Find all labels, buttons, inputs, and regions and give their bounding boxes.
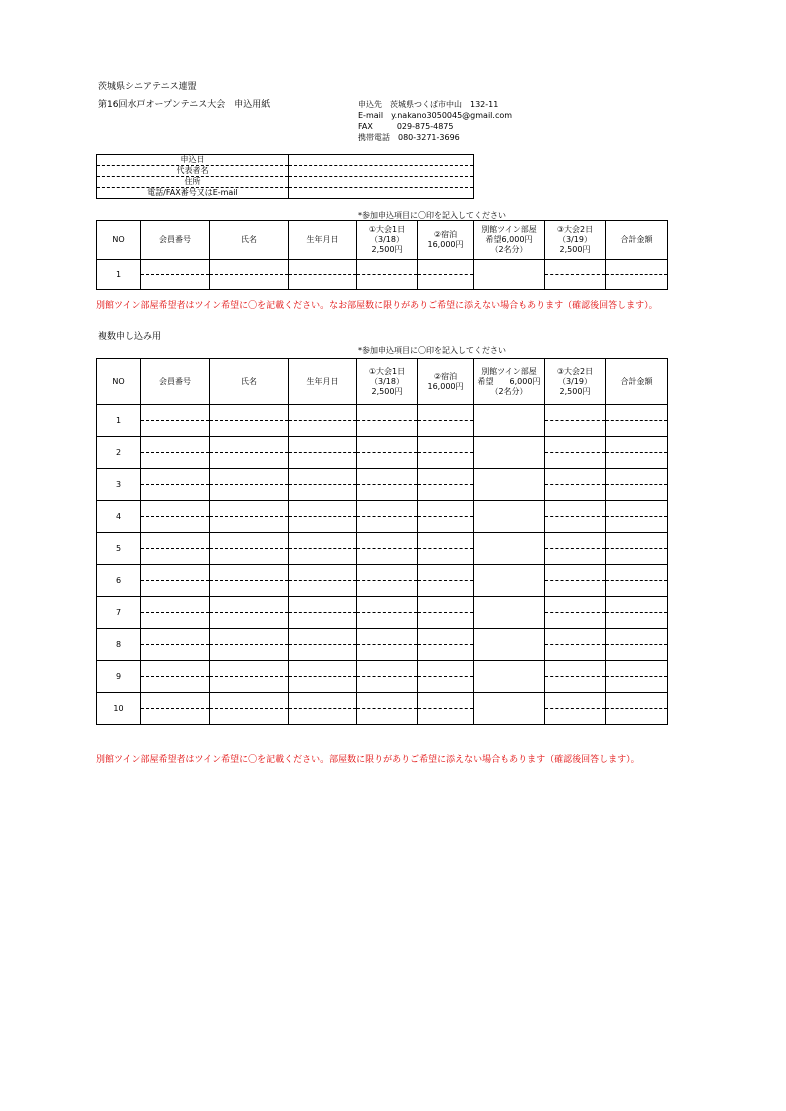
table-row: [97, 629, 668, 645]
member-field[interactable]: [141, 260, 210, 275]
name-field[interactable]: [210, 581, 289, 597]
table-row-sub: [97, 453, 668, 469]
stay-field[interactable]: [418, 469, 474, 485]
member-field[interactable]: [141, 709, 210, 725]
day2-field[interactable]: [545, 709, 606, 725]
info-value-field[interactable]: [289, 166, 474, 177]
stay-field[interactable]: [418, 645, 474, 661]
stay-field[interactable]: [418, 260, 474, 275]
day2-field[interactable]: [545, 693, 606, 709]
birthdate-field[interactable]: [289, 533, 357, 549]
day1-field[interactable]: [357, 437, 418, 453]
total-field[interactable]: [606, 677, 668, 693]
day1-field[interactable]: [357, 597, 418, 613]
member-field[interactable]: [141, 501, 210, 517]
row-number: 4: [97, 501, 141, 533]
name-field[interactable]: [210, 501, 289, 517]
day2-field[interactable]: [545, 613, 606, 629]
birthdate-field[interactable]: [289, 485, 357, 501]
total-field[interactable]: [606, 533, 668, 549]
birthdate-field[interactable]: [289, 260, 357, 275]
member-field[interactable]: [141, 485, 210, 501]
header-day2: ③大会2日 （3/19） 2,500円: [545, 221, 606, 260]
birthdate-field[interactable]: [289, 275, 357, 290]
day1-field[interactable]: [357, 645, 418, 661]
table-row-sub: [97, 645, 668, 661]
info-row: [97, 155, 474, 166]
total-field[interactable]: [606, 581, 668, 597]
stay-field[interactable]: [418, 565, 474, 581]
day1-field[interactable]: [357, 421, 418, 437]
birthdate-field[interactable]: [289, 581, 357, 597]
info-label: 申込日: [97, 155, 289, 166]
total-field[interactable]: [606, 549, 668, 565]
birthdate-field[interactable]: [289, 501, 357, 517]
info-row: [97, 166, 474, 177]
header-name: 氏名: [210, 221, 289, 260]
stay-field[interactable]: [418, 517, 474, 533]
day2-field[interactable]: [545, 421, 606, 437]
total-field[interactable]: [606, 565, 668, 581]
twin-room-field[interactable]: [474, 437, 545, 469]
member-field[interactable]: [141, 661, 210, 677]
birthdate-field[interactable]: [289, 565, 357, 581]
day2-field[interactable]: [545, 565, 606, 581]
total-field[interactable]: [606, 469, 668, 485]
stay-field[interactable]: [418, 549, 474, 565]
day2-field[interactable]: [545, 597, 606, 613]
name-field[interactable]: [210, 645, 289, 661]
birthdate-field[interactable]: [289, 597, 357, 613]
member-field[interactable]: [141, 645, 210, 661]
row-number: 7: [97, 597, 141, 629]
total-field[interactable]: [606, 693, 668, 709]
name-field[interactable]: [210, 629, 289, 645]
day2-field[interactable]: [545, 437, 606, 453]
day1-field[interactable]: [357, 485, 418, 501]
total-field[interactable]: [606, 629, 668, 645]
row-number: 1: [97, 260, 141, 290]
birthdate-field[interactable]: [289, 677, 357, 693]
day2-field[interactable]: [545, 405, 606, 421]
twin-room-field[interactable]: [474, 693, 545, 725]
applicant-info-table: [96, 154, 474, 199]
table-row: [97, 533, 668, 549]
birthdate-field[interactable]: [289, 645, 357, 661]
stay-field[interactable]: [418, 661, 474, 677]
name-field[interactable]: [210, 549, 289, 565]
table-header-row: [97, 359, 668, 405]
member-field[interactable]: [141, 517, 210, 533]
name-field[interactable]: [210, 437, 289, 453]
stay-field[interactable]: [418, 405, 474, 421]
table-row-sub: [97, 709, 668, 725]
birthdate-field[interactable]: [289, 549, 357, 565]
multi-section-title: 複数申し込み用: [98, 332, 162, 342]
total-field[interactable]: [606, 613, 668, 629]
member-field[interactable]: [141, 613, 210, 629]
stay-field[interactable]: [418, 693, 474, 709]
row-number: 5: [97, 533, 141, 565]
birthdate-field[interactable]: [289, 421, 357, 437]
name-field[interactable]: [210, 661, 289, 677]
day2-field[interactable]: [545, 275, 606, 290]
stay-field[interactable]: [418, 709, 474, 725]
name-field[interactable]: [210, 469, 289, 485]
table-row: [97, 661, 668, 677]
day1-field[interactable]: [357, 260, 418, 275]
header-day2: ③大会2日 （3/19） 2,500円: [545, 359, 606, 405]
birthdate-field[interactable]: [289, 469, 357, 485]
total-field[interactable]: [606, 260, 668, 275]
single-application-table: [96, 220, 668, 290]
day2-field[interactable]: [545, 661, 606, 677]
birthdate-field[interactable]: [289, 693, 357, 709]
table-row: [97, 260, 668, 275]
row-number: 1: [97, 405, 141, 437]
participation-note: *参加申込項目に〇印を記入してください: [358, 211, 506, 220]
twin-room-field[interactable]: [474, 629, 545, 661]
participation-note: *参加申込項目に〇印を記入してください: [358, 346, 506, 355]
member-field[interactable]: [141, 597, 210, 613]
member-field[interactable]: [141, 629, 210, 645]
table-row: [97, 501, 668, 517]
member-field[interactable]: [141, 421, 210, 437]
name-field[interactable]: [210, 453, 289, 469]
stay-field[interactable]: [418, 597, 474, 613]
day2-field[interactable]: [545, 453, 606, 469]
day2-field[interactable]: [545, 677, 606, 693]
day1-field[interactable]: [357, 565, 418, 581]
member-field[interactable]: [141, 469, 210, 485]
day1-field[interactable]: [357, 533, 418, 549]
info-label: 住所: [97, 177, 289, 188]
day1-field[interactable]: [357, 469, 418, 485]
twin-room-field[interactable]: [474, 260, 545, 290]
stay-field[interactable]: [418, 437, 474, 453]
name-field[interactable]: [210, 677, 289, 693]
table-row-sub: [97, 421, 668, 437]
name-field[interactable]: [210, 565, 289, 581]
header-member-number: 会員番号: [141, 359, 210, 405]
header-stay: ②宿泊 16,000円: [418, 221, 474, 260]
birthdate-field[interactable]: [289, 453, 357, 469]
name-field[interactable]: [210, 517, 289, 533]
name-field[interactable]: [210, 709, 289, 725]
member-field[interactable]: [141, 275, 210, 290]
contact-email: E-mail y.nakano3050045@gmail.com: [358, 111, 513, 120]
day2-field[interactable]: [545, 533, 606, 549]
info-label: 電話/FAX番号又はE-mail: [97, 188, 289, 199]
twin-room-warning: 別館ツイン部屋希望者はツイン希望に〇を記載ください。なお部屋数に限りがありご希望に添えない場合もあります（確認後回答します）。: [96, 301, 658, 311]
day1-field[interactable]: [357, 501, 418, 517]
info-value-field[interactable]: [289, 177, 474, 188]
day1-field[interactable]: [357, 693, 418, 709]
table-row-sub: [97, 677, 668, 693]
header-stay: ②宿泊 16,000円: [418, 359, 474, 405]
total-field[interactable]: [606, 437, 668, 453]
header-total: 合計金額: [606, 221, 668, 260]
table-row: [97, 693, 668, 709]
member-field[interactable]: [141, 693, 210, 709]
name-field[interactable]: [210, 485, 289, 501]
twin-room-field[interactable]: [474, 533, 545, 565]
member-field[interactable]: [141, 581, 210, 597]
name-field[interactable]: [210, 275, 289, 290]
member-field[interactable]: [141, 453, 210, 469]
info-value-field[interactable]: [289, 155, 474, 166]
stay-field[interactable]: [418, 275, 474, 290]
contact-mobile: 携帯電話 080-3271-3696: [358, 133, 460, 142]
day2-field[interactable]: [545, 645, 606, 661]
twin-room-field[interactable]: [474, 469, 545, 501]
twin-room-field[interactable]: [474, 661, 545, 693]
member-field[interactable]: [141, 565, 210, 581]
header-day1: ①大会1日 （3/18） 2,500円: [357, 359, 418, 405]
stay-field[interactable]: [418, 581, 474, 597]
day2-field[interactable]: [545, 581, 606, 597]
day1-field[interactable]: [357, 453, 418, 469]
day2-field[interactable]: [545, 517, 606, 533]
day1-field[interactable]: [357, 275, 418, 290]
contact-address: 申込先 茨城県つくば市中山 132-11: [358, 100, 499, 109]
table-header-row: [97, 221, 668, 260]
name-field[interactable]: [210, 613, 289, 629]
header-day1: ①大会1日 （3/18） 2,500円: [357, 221, 418, 260]
total-field[interactable]: [606, 501, 668, 517]
row-number: 3: [97, 469, 141, 501]
total-field[interactable]: [606, 421, 668, 437]
twin-room-field[interactable]: [474, 405, 545, 437]
member-field[interactable]: [141, 405, 210, 421]
total-field[interactable]: [606, 517, 668, 533]
total-field[interactable]: [606, 597, 668, 613]
info-row: [97, 177, 474, 188]
table-row: [97, 405, 668, 421]
organization-name: 茨城県シニアテニス連盟: [98, 82, 197, 92]
table-row: [97, 565, 668, 581]
total-field[interactable]: [606, 453, 668, 469]
table-row-sub: [97, 517, 668, 533]
total-field[interactable]: [606, 405, 668, 421]
day2-field[interactable]: [545, 501, 606, 517]
stay-field[interactable]: [418, 501, 474, 517]
twin-room-field[interactable]: [474, 597, 545, 629]
header-name: 氏名: [210, 359, 289, 405]
total-field[interactable]: [606, 275, 668, 290]
row-number: 6: [97, 565, 141, 597]
twin-room-field[interactable]: [474, 565, 545, 597]
row-number: 2: [97, 437, 141, 469]
day1-field[interactable]: [357, 661, 418, 677]
name-field[interactable]: [210, 693, 289, 709]
header-twin-room: 別館ツイン部屋 希望 6,000円 （2名分）: [474, 359, 545, 405]
day2-field[interactable]: [545, 260, 606, 275]
day2-field[interactable]: [545, 469, 606, 485]
name-field[interactable]: [210, 597, 289, 613]
total-field[interactable]: [606, 661, 668, 677]
header-birthdate: 生年月日: [289, 359, 357, 405]
day1-field[interactable]: [357, 549, 418, 565]
day1-field[interactable]: [357, 677, 418, 693]
birthdate-field[interactable]: [289, 661, 357, 677]
birthdate-field[interactable]: [289, 613, 357, 629]
twin-room-warning-multi: 別館ツイン部屋希望者はツイン希望に〇を記載ください。部屋数に限りがありご希望に添えない場合もあります（確認後回答します）。: [96, 755, 640, 765]
stay-field[interactable]: [418, 421, 474, 437]
member-field[interactable]: [141, 437, 210, 453]
table-row-sub: [97, 613, 668, 629]
name-field[interactable]: [210, 405, 289, 421]
table-row-sub: [97, 275, 668, 290]
day1-field[interactable]: [357, 581, 418, 597]
stay-field[interactable]: [418, 485, 474, 501]
header-birthdate: 生年月日: [289, 221, 357, 260]
stay-field[interactable]: [418, 629, 474, 645]
day2-field[interactable]: [545, 549, 606, 565]
row-number: 8: [97, 629, 141, 661]
member-field[interactable]: [141, 677, 210, 693]
day1-field[interactable]: [357, 517, 418, 533]
twin-room-field[interactable]: [474, 501, 545, 533]
row-number: 10: [97, 693, 141, 725]
table-row: [97, 597, 668, 613]
stay-field[interactable]: [418, 453, 474, 469]
day2-field[interactable]: [545, 485, 606, 501]
day1-field[interactable]: [357, 405, 418, 421]
stay-field[interactable]: [418, 533, 474, 549]
day1-field[interactable]: [357, 613, 418, 629]
total-field[interactable]: [606, 485, 668, 501]
header-member-number: 会員番号: [141, 221, 210, 260]
table-row-sub: [97, 485, 668, 501]
multi-application-table: [96, 358, 668, 725]
day1-field[interactable]: [357, 629, 418, 645]
header-no: NO: [97, 359, 141, 405]
member-field[interactable]: [141, 533, 210, 549]
day2-field[interactable]: [545, 629, 606, 645]
name-field[interactable]: [210, 533, 289, 549]
table-row: [97, 437, 668, 453]
member-field[interactable]: [141, 549, 210, 565]
total-field[interactable]: [606, 645, 668, 661]
name-field[interactable]: [210, 260, 289, 275]
birthdate-field[interactable]: [289, 709, 357, 725]
contact-fax: FAX 029-875-4875: [358, 122, 454, 131]
header-twin-room: 別館ツイン部屋 希望6,000円 （2名分）: [474, 221, 545, 260]
header-no: NO: [97, 221, 141, 260]
birthdate-field[interactable]: [289, 437, 357, 453]
form-title: 第16回水戸オープンテニス大会 申込用紙: [98, 100, 271, 110]
birthdate-field[interactable]: [289, 405, 357, 421]
stay-field[interactable]: [418, 613, 474, 629]
table-row: [97, 469, 668, 485]
info-value-field[interactable]: [289, 188, 474, 199]
day1-field[interactable]: [357, 709, 418, 725]
info-row: [97, 188, 474, 199]
header-total: 合計金額: [606, 359, 668, 405]
stay-field[interactable]: [418, 677, 474, 693]
birthdate-field[interactable]: [289, 629, 357, 645]
total-field[interactable]: [606, 709, 668, 725]
table-row-sub: [97, 581, 668, 597]
table-row-sub: [97, 549, 668, 565]
row-number: 9: [97, 661, 141, 693]
name-field[interactable]: [210, 421, 289, 437]
info-label: 代表者名: [97, 166, 289, 177]
birthdate-field[interactable]: [289, 517, 357, 533]
